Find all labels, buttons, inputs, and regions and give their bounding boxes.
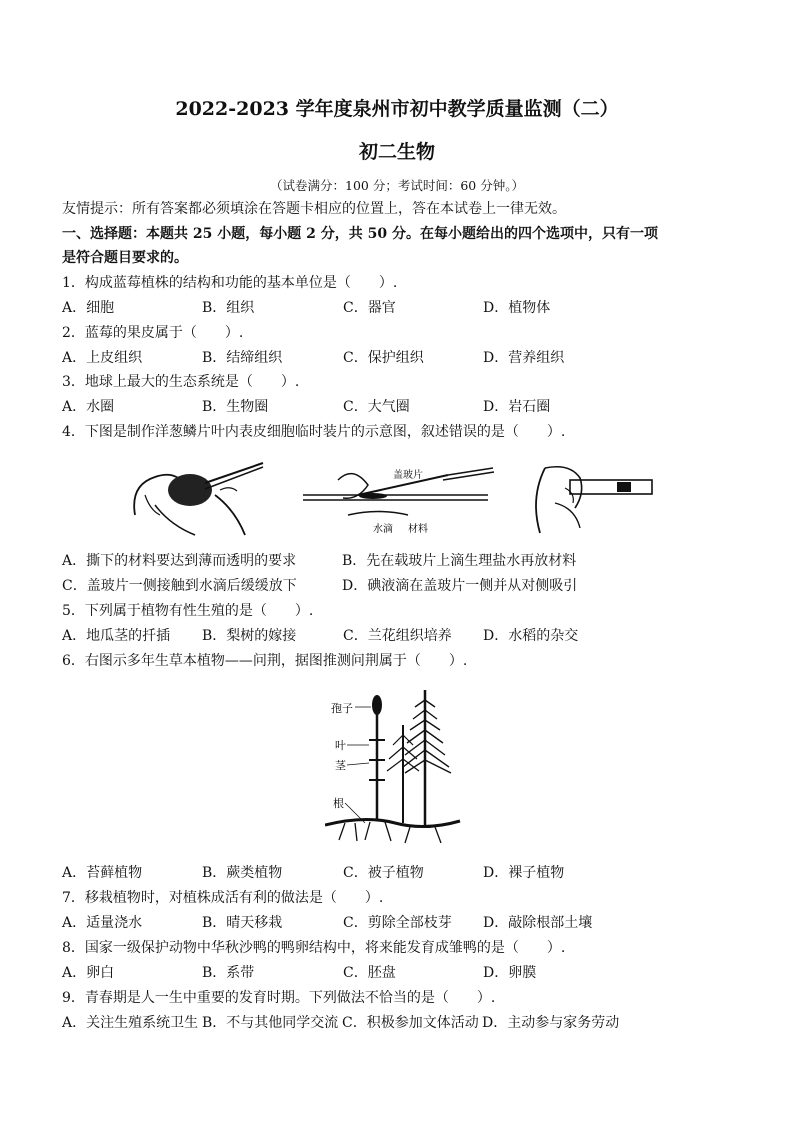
option-b: B．系带 — [202, 965, 255, 981]
root-label: 根 — [333, 797, 344, 810]
option-c: C．剪除全部枝芽 — [343, 915, 452, 931]
question-1-stem: 1．构成蓝莓植株的结构和功能的基本单位是（ ）. — [62, 275, 398, 291]
question-5-stem: 5．下列属于植物有性生殖的是（ ）. — [62, 603, 314, 619]
option-d: D．植物体 — [483, 300, 551, 316]
option-c: C．保护组织 — [343, 350, 424, 366]
option-c: C．盖玻片一侧接触到水滴后缓缓放下 — [62, 578, 297, 594]
option-b: B．结缔组织 — [202, 350, 283, 366]
question-7-stem: 7．移栽植物时，对植株成活有利的做法是（ ）. — [62, 890, 384, 906]
question-8-stem: 8．国家一级保护动物中华秋沙鸭的鸭卵结构中，将来能发育成雏鸭的是（ ）. — [62, 940, 566, 956]
option-d: D．岩石圈 — [483, 399, 551, 415]
spore-label: 孢子 — [331, 702, 353, 715]
cover-slip-figure — [298, 460, 498, 540]
option-c: C．大气圈 — [343, 399, 410, 415]
tweezers-peel-figure — [125, 455, 270, 540]
slide-holding-figure — [525, 458, 660, 538]
cover-slip-label: 盖玻片 — [393, 470, 423, 481]
horsetail-plant-figure — [325, 685, 465, 845]
option-d: D．裸子植物 — [483, 865, 565, 881]
option-a: A．适量浇水 — [62, 915, 143, 931]
option-c: C．被子植物 — [343, 865, 424, 881]
option-c: C．兰花组织培养 — [343, 628, 452, 644]
water-drop-label: 水滴 — [373, 524, 393, 535]
section-heading-line1: 一、选择题：本题共 25 小题，每小题 2 分，共 50 分。在每小题给出的四个选项中，只有一项 — [62, 226, 658, 242]
option-c: C．胚盘 — [343, 965, 396, 981]
option-b: B．梨树的嫁接 — [202, 628, 297, 644]
option-d: D．主动参与家务劳动 — [482, 1015, 620, 1031]
option-c: C．积极参加文体活动 — [342, 1015, 479, 1031]
question-9-stem: 9．青春期是人一生中重要的发育时期。下列做法不恰当的是（ ）. — [62, 990, 496, 1006]
option-a: A．地瓜茎的扦插 — [62, 628, 171, 644]
option-d: D．卵膜 — [483, 965, 537, 981]
option-b: B．蕨类植物 — [202, 865, 283, 881]
option-b: B．组织 — [202, 300, 255, 316]
option-a: A．卵白 — [62, 965, 115, 981]
subject-title: 初二生物 — [358, 141, 435, 163]
option-b: B．不与其他同学交流 — [202, 1015, 339, 1031]
option-a: A．撕下的材料要达到薄而透明的要求 — [62, 553, 297, 569]
exam-title: 2022-2023 学年度泉州市初中教学质量监测（二） — [175, 98, 619, 120]
material-label: 材料 — [408, 524, 428, 535]
option-a: A．水圈 — [62, 399, 115, 415]
section-heading-line2: 是符合题目要求的。 — [62, 250, 188, 266]
leaf-label: 叶 — [335, 739, 346, 752]
option-b: B．晴天移栽 — [202, 915, 283, 931]
option-d: D．营养组织 — [483, 350, 565, 366]
option-d: D．敲除根部土壤 — [483, 915, 593, 931]
question-6-stem: 6．右图示多年生草本植物——问荆，据图推测问荆属于（ ）. — [62, 653, 468, 669]
option-a: A．细胞 — [62, 300, 115, 316]
tip-text: 友情提示：所有答案都必须填涂在答题卡相应的位置上，答在本试卷上一律无效。 — [62, 201, 566, 217]
question-3-stem: 3．地球上最大的生态系统是（ ）. — [62, 374, 300, 390]
option-a: A．上皮组织 — [62, 350, 143, 366]
option-d: D．水稻的杂交 — [483, 628, 579, 644]
option-b: B．生物圈 — [202, 399, 269, 415]
option-b: B．先在载玻片上滴生理盐水再放材料 — [342, 553, 577, 569]
stem-label: 茎 — [335, 759, 346, 772]
exam-note: （试卷满分：100 分；考试时间：60 分钟。） — [270, 178, 524, 193]
option-a: A．苔藓植物 — [62, 865, 143, 881]
option-a: A．关注生殖系统卫生 — [62, 1015, 199, 1031]
question-2-stem: 2．蓝莓的果皮属于（ ）. — [62, 325, 244, 341]
option-d: D．碘液滴在盖玻片一侧并从对侧吸引 — [342, 578, 578, 594]
question-4-stem: 4．下图是制作洋葱鳞片叶内表皮细胞临时装片的示意图，叙述错误的是（ ）. — [62, 424, 566, 440]
option-c: C．器官 — [343, 300, 396, 316]
